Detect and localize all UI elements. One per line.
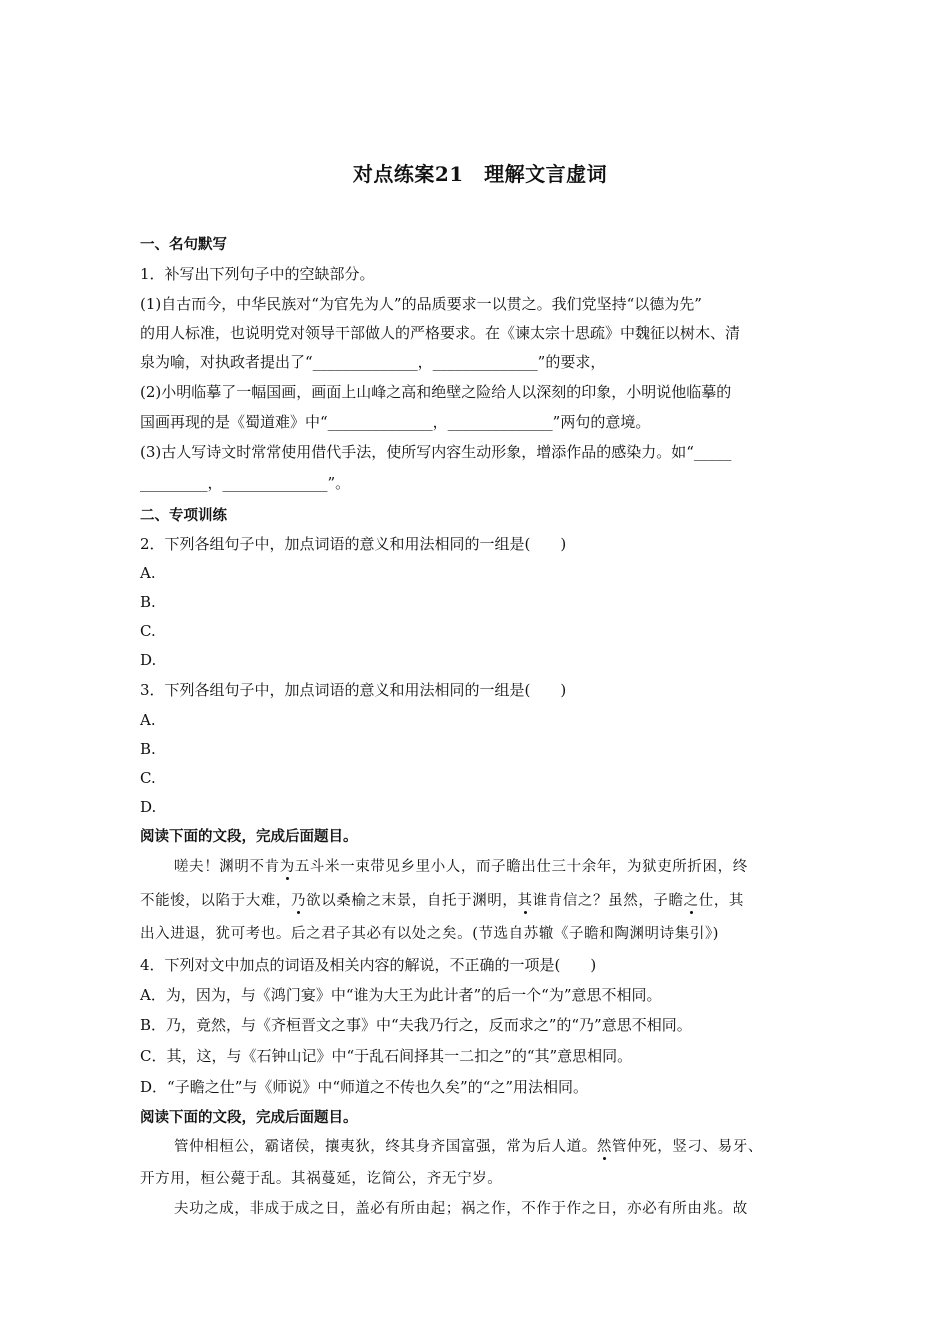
question-4-option-b: B．乃，竟然，与《齐桓晋文之事》中“夫我乃行之，反而求之”的“乃”意思不相同。	[140, 1016, 692, 1034]
section-heading-training: 二、专项训练	[140, 508, 227, 524]
emphasis-dot-word: 然	[596, 1139, 612, 1155]
reading-2-instruction: 阅读下面的文段，完成后面题目。	[140, 1110, 358, 1126]
question-2-option-a: A.	[140, 564, 156, 582]
section-heading-memorization: 一、名句默写	[140, 237, 227, 253]
question-2-option-b: B.	[140, 593, 156, 611]
page-title: 对点练案21 理解文言虚词	[352, 162, 608, 186]
question-1-part-3-line-1: (3)古人写诗文时常常使用借代手法，使所写内容生动形象，增添作品的感染力。如“_____	[140, 443, 732, 461]
question-2-option-c: C.	[140, 622, 156, 640]
question-1-part-1-line-3: 泉为喻，对执政者提出了“______________，______________”的要求，	[140, 353, 606, 371]
emphasis-dot-word: 之	[683, 893, 699, 909]
question-3-option-d: D.	[140, 798, 157, 816]
question-4-option-d: D．“子瞻之仕”与《师说》中“师道之不传也久矣”的“之”用法相同。	[140, 1078, 589, 1096]
question-4-option-a: A．为，因为，与《鸿门宴》中“谁为大王为此计者”的后一个“为”意思不相同。	[140, 986, 662, 1004]
question-4-stem: 4．下列对文中加点的词语及相关内容的解说，不正确的一项是( )	[140, 956, 597, 974]
text-run: 管仲相桓公，霸诸侯，攘夷狄，终其身齐国富强，常为后人道。	[174, 1139, 597, 1155]
question-1-stem: 1．补写出下列句子中的空缺部分。	[140, 265, 375, 283]
question-4-option-c: C．其，这，与《石钟山记》中“于乱石间择其一二扣之”的“其”意思相同。	[140, 1047, 633, 1065]
question-3-option-b: B.	[140, 740, 156, 758]
text-run: 欲以桑榆之末景，自托于渊明，	[306, 893, 518, 909]
text-run: 谁肯信之？虽然，子瞻	[532, 893, 684, 909]
reading-1-line-2	[140, 891, 744, 911]
reading-2-line-2: 开方用，桓公薨于乱。其祸蔓延，讫简公，齐无宁岁。	[140, 1171, 503, 1187]
reading-2-line-3: 夫功之成，非成于成之日，盖必有所由起；祸之作，不作于作之日，亦必有所由兆。故	[174, 1201, 748, 1217]
question-1-part-2-line-2: 国画再现的是《蜀道难》中“______________，______________”两句的意境。	[140, 413, 651, 431]
text-run: 五斗米一束带见乡里小人，而子瞻出仕三十余年，为狱吏所折困，终	[294, 859, 748, 875]
question-3-option-c: C.	[140, 769, 156, 787]
question-2-stem: 2．下列各组句子中，加点词语的意义和用法相同的一组是( )	[140, 535, 567, 553]
reading-1-instruction: 阅读下面的文段，完成后面题目。	[140, 829, 358, 845]
question-1-part-3-line-2: _________，______________”。	[140, 474, 351, 492]
text-run: 仕，其	[698, 893, 745, 909]
text-run: 管仲死，竖刁、易牙、	[611, 1139, 763, 1155]
question-1-part-1-line-1: (1)自古而今，中华民族对“为官先为人”的品质要求一以贯之。我们党坚持“以德为先”	[140, 295, 702, 313]
question-3-option-a: A.	[140, 711, 156, 729]
emphasis-dot-word: 为	[279, 859, 295, 875]
reading-1-line-3: 出入进退，犹可考也。后之君子其必有以处之矣。(节选自苏辙《子瞻和陶渊明诗集引》)	[140, 926, 720, 942]
question-2-option-d: D.	[140, 651, 157, 669]
emphasis-dot-word: 乃	[291, 893, 307, 909]
reading-2-line-1	[174, 1137, 763, 1157]
text-run: 不能悛，以陷于大难，	[140, 893, 291, 909]
question-3-stem: 3．下列各组句子中，加点词语的意义和用法相同的一组是( )	[140, 681, 567, 699]
question-1-part-2-line-1: (2)小明临摹了一幅国画，画面上山峰之高和绝壁之险给人以深刻的印象，小明说他临摹的	[140, 383, 732, 401]
emphasis-dot-word: 其	[517, 893, 533, 909]
question-1-part-1-line-2: 的用人标准，也说明党对领导干部做人的严格要求。在《谏太宗十思疏》中魏征以树木、清	[140, 324, 741, 342]
text-run: 嗟夫！渊明不肯	[174, 859, 280, 875]
reading-1-line-1	[174, 857, 748, 877]
